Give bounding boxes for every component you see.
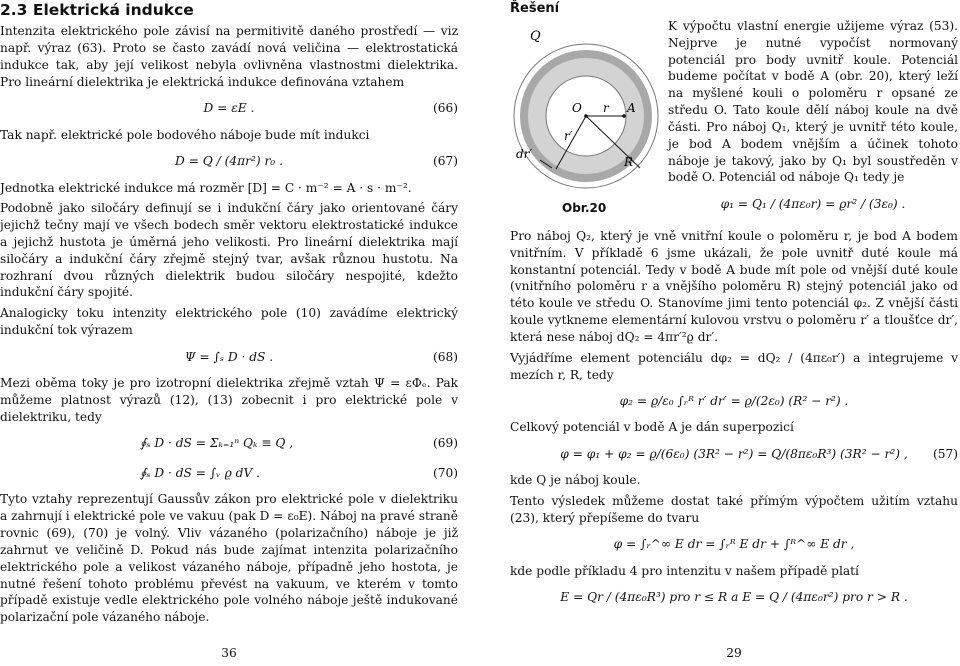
paragraph-charge-note: kde Q je náboj koule.: [510, 473, 641, 488]
figure-caption: Obr.20: [562, 200, 607, 215]
page-number-right: 29: [726, 646, 742, 661]
equation-intensity: [510, 586, 958, 610]
equation-intensity-body: E = Qr / (4πε₀R³) pro r ≤ R a E = Q / (4πε₀r²) pro r > R .: [560, 590, 908, 605]
equation-68-number: (68): [432, 349, 458, 364]
page-number-left: 36: [221, 646, 237, 661]
equation-69-number: (69): [432, 436, 458, 451]
concentric-sphere-diagram: [510, 20, 662, 198]
label-rprime: r′: [564, 128, 573, 143]
equation-69-body: ∮ₛ D · dS = Σₖ₌₁ⁿ Qₖ ≡ Q ,: [140, 436, 294, 451]
paragraph-outer-charge: Pro náboj Q₂, který je vně vnitřní koule o poloměru r, je bod A bodem vnitřním. V příkladě 6 jsme ukázali, že pole uvnitř duté koule má konstantní potenciál. Tedy v bodě A bude mít pole od vnější duté koule (vnitřního poloměru r a vnějšího poloměru R) stejný potenciál jako od této koule ve středu O. Stanovíme jimi tento potenciál φ₂. Z vnější části koule vytkneme elementární kulovou vrstvu o poloměru r′ a tloušťce dr′, která nese náboj dQ₂ = 4πr′²ϱ dr′.: [510, 228, 958, 344]
label-q: Q: [530, 28, 541, 44]
equation-57-number: (57): [932, 446, 958, 461]
equation-phi1-body: φ₁ = Q₁ / (4πε₀r) = ϱr² / (3ε₀) .: [720, 196, 906, 211]
right-page: [510, 0, 958, 666]
equation-phi2-body: φ₂ = ϱ/ε₀ ∫ᵣᴿ r′ dr′ = ϱ/(2ε₀) (R² − r²) .: [619, 393, 849, 408]
paragraph-flux-relation: Mezi oběma toky je pro izotropní dielektrika zřejmě vztah Ψ = εΦₑ. Pak můžeme platnost výrazů (12), (13) zobecnit i pro elektrické pole v dielektriku, tedy: [0, 375, 458, 424]
equation-67-body: D = Q / (4πr²) r₀ .: [175, 154, 283, 169]
label-o: O: [572, 100, 582, 115]
equation-57: [510, 442, 958, 466]
equation-57-body: φ = φ₁ + φ₂ = ϱ/(6ε₀) (3R² − r²) = Q/(8πε₀R³) (3R² − r²) ,: [560, 446, 908, 461]
paragraph-point-charge: Tak např. elektrické pole bodového náboje bude mít indukci: [0, 127, 370, 142]
equation-phi-integral-body: φ = ∫ᵣ^∞ E dr = ∫ᵣᴿ E dr + ∫ᴿ^∞ E dr ,: [613, 537, 855, 552]
equation-66-number: (66): [432, 101, 458, 116]
left-page: [0, 0, 458, 666]
paragraph-field-intensity: kde podle příkladu 4 pro intenzitu v našem případě platí: [510, 563, 859, 578]
equation-67: [0, 150, 458, 174]
label-r: r: [603, 100, 609, 115]
paragraph-induction-lines: Podobně jako siločáry definují se i indukční čáry jako orientované čáry jejichž tečny mají ve všech bodech směr vektoru elektrostatické indukce a jejichž hustota je úměrná jeho velikosti. Pro lineární dielektrika mají siločáry a indukční čáry zřejmě stejný tvar, avšak různou hustotu. Na rozhraní dvou různých dielektrik budou siločáry nespojité, kdežto indukční čáry spojité.: [0, 201, 458, 300]
equation-67-number: (67): [432, 154, 458, 169]
equation-66-body: D = εE .: [203, 101, 255, 116]
paragraph-intro: Intenzita elektrického pole závisí na permitivitě daného prostředí — viz např. výraz (63). Proto se často zavádí nová veličina — elektrostatická indukce tak, aby její velikost nebyla ovlivněna vlastnostmi dielektrika. Pro lineární dielektrika je elektrická indukce definována vztahem: [0, 24, 458, 89]
figure-20: [510, 20, 662, 224]
label-dr-prime: dr′: [516, 146, 533, 161]
paragraph-direct-calc: Tento výsledek můžeme dostat také přímým výpočtem užitím vztahu (23), který přepíšeme do tvaru: [510, 494, 958, 525]
paragraph-unit: Jednotka elektrické indukce má rozměr [D] = C · m⁻² = A · s · m⁻².: [0, 180, 412, 195]
equation-68: [0, 345, 458, 369]
equation-66: [0, 97, 458, 121]
paragraph-gauss-law: Tyto vztahy reprezentují Gaussův zákon pro elektrické pole v dielektriku a zahrnují i elektrické pole ve vakuu (pak D = ε₀E). Náboj na pravé straně rovnic (69), (70) je volný. Vliv vázaného (polarizačního) náboje je již zahrnut ve veličině D. Pokud nás bude zajímat intenzita polarizačního elektrického pole a velikost vázaného náboje, případně jeho hostota, je nutné řešení tohoto problému převést na vakuum, ve kterém v tomto případě existuje vedle elektrického pole volného náboje ještě indukované polarizační pole vázaného náboje.: [0, 492, 458, 625]
equation-69: [0, 431, 458, 455]
section-title: 2.3 Elektrická indukce: [0, 1, 194, 19]
equation-phi2: [510, 389, 958, 413]
solution-title: Řešení: [510, 1, 560, 16]
equation-70-body: ∮ₛ D · dS = ∫ᵥ ϱ dV .: [140, 466, 260, 481]
equation-phi1: [668, 192, 958, 216]
paragraph-potential-element: Vyjádříme element potenciálu dφ₂ = dQ₂ / (4πε₀r′) a integrujeme v mezích r, R, tedy: [510, 350, 958, 382]
equation-68-body: Ψ = ∫ₛ D · dS .: [184, 349, 274, 364]
label-a: A: [627, 100, 636, 115]
equation-70: [0, 461, 458, 485]
paragraph-energy-intro: K výpočtu vlastní energie užijeme výraz (53). Nejprve je nutné vypočíst normovaný potenciál pro body uvnitř koule. Potenciál budeme počítat v bodě A (obr. 20), který leží na myšlené kouli o poloměru r opsané ze středu O. Tato koule dělí náboj koule na dvě části. Pro náboj Q₁, který je uvnitř této koule, je bod A bodem vnějším a účinek tohoto náboje je takový, jako by Q₁ byl soustředěn v bodě O. Potenciál od náboje Q₁ tedy je: [668, 18, 958, 185]
equation-70-number: (70): [432, 466, 458, 481]
equation-phi-integral: [510, 533, 958, 557]
paragraph-flux-intro: Analogicky toku intenzity elektrického pole (10) zavádíme elektrický indukční tok výrazem: [0, 306, 458, 338]
label-big-r: R: [624, 154, 634, 169]
paragraph-superposition: Celkový potenciál v bodě A je dán superpozicí: [510, 420, 794, 435]
